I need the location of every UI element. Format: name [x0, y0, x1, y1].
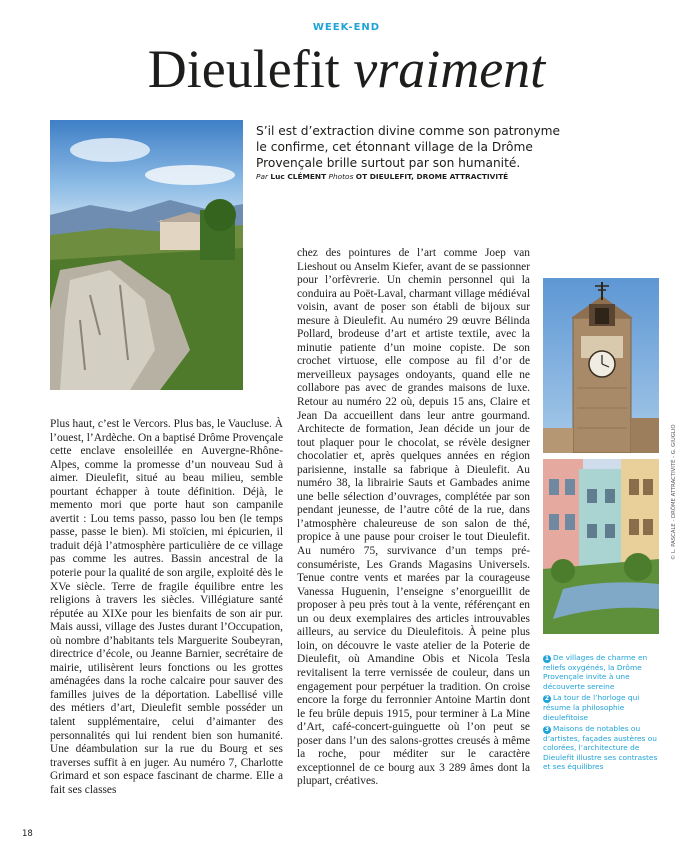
title-main: Dieulefit [147, 39, 340, 99]
landscape-photo [50, 120, 243, 390]
byline-by-label: Par [256, 172, 269, 181]
caption-text: Maisons de notables ou d’artistes, façades austères ou colorées, l’architecture de Dieulefit illustre ses contrastes et ses équilibres [543, 724, 658, 772]
caption-2 [543, 693, 663, 722]
clock-tower-photo [543, 278, 659, 453]
body-column-1: Plus haut, c’est le Vercors. Plus bas, le Vaucluse. À l’ouest, l’Ardèche. On a baptisé Drôme Provençale cette enclave ensoleillée en Auvergne-Rhône-Alpes, comme la promesse d’un nouveau Sud à aimer. Dieulefit, situé au beau milieu, semble pourtant échapper à toute définition. Déjà, le memento mori que porte haut son campanile avertit : Lou tems passo, passo lou ben (le temps passe, passe le bien). Mi stoïcien, mi épicurien, il traduit déjà l’atmosphère particulière de ce village pas comme les autres. Bassin ancestral de la poterie pour la qualité de son argile, exploité dès le XVe siècle. Terre de fragile équilibre entre les religions à travers les siècles. Villégiature santé réputée au XIXe pour les bienfaits de son air pur. Mais aussi, village des Justes durant l’Occupation, où nombre d’habitants tels Marguerite Soubeyran, directrice d’école, ou Jeanne Barnier, secrétaire de mairie, utilisèrent leurs fonctions ou les grottes aménagées dans la roche calcaire pour sauver des familles juives de la déportation. Labellisé ville des métiers d’art, Dieulefit semble posséder un talent supplémentaire, celui d’aimanter des personnalités qui lui rendent bien son humanité. Une déambulation sur la rue du Bourg et ses traverses suffit à en juger. Au numéro 7, Charlotte Grimard et son espace fascinant de charme. Elle a fait ses classes [50, 418, 283, 796]
body-column-2: chez des pointures de l’art comme Joep van Lieshout ou Anselm Kiefer, avant de se passionner pour l’orfèvrerie. Un chemin personnel qui la conduira au Poët-Laval, charmant village médiéval voisin, avant de poser son établi de bijoux sur mesure à Dieulefit. Au numéro 29 œuvre Bélinda Pollard, brodeuse d’art et artiste textile, avec la minutie patiente d’un moine copiste. De son crochet virtuose, elle compose au fil d’or de merveilleux paysages ondoyants, quand elle ne collabore pas avec de grandes maisons de luxe. Retour au numéro 22 où, depuis 15 ans, Claire et Jean Da accueillent dans leur antre gourmand. Architecte de formation, Jean décide un jour de tout plaquer pour le chocolat, se révèle designer chocolatier et, après quelques années en région parisienne, installe sa fabrique à Dieulefit. Au numéro 38, la librairie Sauts et Gambades anime une belle sélection d’ouvrages, complétée par son pendant jeunesse, de l’autre côté de la rue, dans l’atmosphère chaleureuse de son salon de thé, propice à une pause pour croiser le tout Dieulefit. Au numéro 75, survivance d’un temps pré-consumériste, Les Grands Magasins Universels. Tenue contre vents et marées par la courageuse Vanessa Huguenin, l’enseigne s’enorgueillit de proposer à peu près tout à la vente, référençant en un ou deux exemplaires des articles introuvables ailleurs, au service du Dieulefitois. À peine plus loin, on découvre le vaste atelier de la Poterie de Dieulefit, où Amandine Obis et Nicola Tesla revitalisent la terre vernissée de couleur, dans un engagement pour perpétuer la tradition. On croise encore la forge du ferronnier Antoine Martin dont le feu brûle depuis 1915, pour terminer à La Mine d’Art, café-concert-guinguette où l’on peut se poser dans l’un des salons-grottes creusés à même la roche, pour méditer sur le caractère exceptionnel de ce bourg aux 3 289 âmes dont la plupart, créatives. [297, 247, 530, 788]
caption-number-badge: 3 [544, 726, 550, 734]
byline-author: Luc CLÉMENT [270, 172, 327, 181]
caption-text: La tour de l’horloge qui résume la philosophie dieulefitoise [543, 693, 640, 722]
article-title [0, 38, 693, 100]
photo-credit: © L. PASCALE - DRÔME ATTRACTIVITÉ - G. GIUGLIO [671, 424, 677, 560]
title-italic: vraiment [353, 39, 546, 99]
caption-text: De villages de charme en reliefs oxygénés, la Drôme Provençale invite à une découverte sereine [543, 653, 648, 691]
street-facades-photo [543, 459, 659, 634]
byline-photographers: OT DIEULEFIT, DROME ATTRACTIVITÉ [355, 172, 509, 181]
section-kicker: WEEK-END [312, 22, 381, 33]
page-number: 18 [22, 829, 33, 839]
caption-number-badge: 1 [544, 655, 550, 662]
byline-photos-label: Photos [328, 172, 354, 181]
caption-3 [543, 724, 663, 772]
caption-1 [543, 653, 663, 691]
byline [256, 172, 566, 181]
article-intro: S’il est d’extraction divine comme son patronyme le confirme, cet étonnant village de la Drôme Provençale brille surtout par son humanité. [256, 124, 561, 170]
caption-number-badge: 2 [544, 695, 550, 703]
photo-captions [543, 653, 663, 774]
